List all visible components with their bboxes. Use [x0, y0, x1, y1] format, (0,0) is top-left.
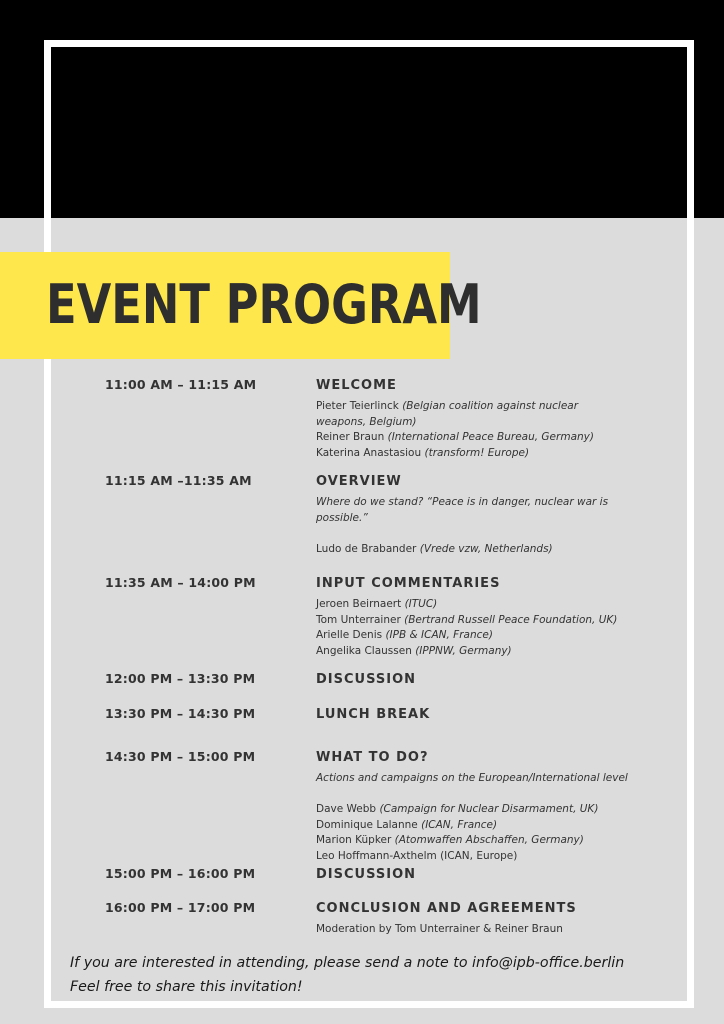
details-gap: [316, 787, 646, 803]
speaker-affiliation: (Belgian coalition against nuclear: [402, 400, 579, 412]
details-gap: [316, 526, 646, 542]
session-details: [316, 399, 646, 461]
session-details: [316, 597, 646, 659]
session-time: 11:15 AM –11:35 AM: [105, 473, 252, 488]
speaker-name: Ludo de Brabander: [316, 542, 417, 555]
session-title: WHAT TO DO?: [316, 750, 429, 765]
session-title: LUNCH BREAK: [316, 707, 431, 722]
speaker-affiliation: (Atomwaffen Abschaffen, Germany): [394, 834, 584, 846]
speaker-name: Katerina Anastasiou: [316, 446, 422, 459]
details-line: [316, 771, 646, 787]
speaker-name: Dominique Lalanne: [316, 818, 418, 831]
speaker-affiliation: (transform! Europe): [424, 446, 530, 459]
details-line: [316, 644, 646, 660]
details-line: [316, 833, 646, 849]
session-title: DISCUSSION: [316, 672, 416, 687]
session-details: [316, 771, 646, 864]
session-time: 13:30 PM – 14:30 PM: [105, 706, 256, 721]
speaker-name: Angelika Claussen: [316, 644, 412, 657]
footer-contact-line: If you are interested in attending, please send a note to info@ipb-office.berlin: [70, 955, 625, 971]
session-time: 11:00 AM – 11:15 AM: [105, 377, 257, 392]
speaker-affiliation: (ITUC): [404, 598, 438, 610]
page-title: EVENT PROGRAM: [46, 273, 482, 336]
speaker-affiliation: (IPPNW, Germany): [415, 644, 512, 657]
speaker-name: Leo Hoffmann-Axthelm (ICAN, Europe): [316, 849, 518, 862]
speaker-affiliation: (International Peace Bureau, Germany): [387, 431, 594, 443]
details-line: [316, 597, 646, 613]
footer-note: [70, 951, 624, 999]
speaker-affiliation: (Campaign for Nuclear Disarmament, UK): [379, 803, 599, 815]
speaker-affiliation: Actions and campaigns on the European/International level: [316, 772, 628, 784]
speaker-name: Dave Webb: [316, 803, 377, 815]
speaker-affiliation: (ICAN, France): [421, 818, 498, 831]
speaker-affiliation: (Bertrand Russell Peace Foundation, UK): [404, 613, 618, 626]
speaker-name: Jeroen Beirnaert: [316, 598, 402, 610]
session-time: 16:00 PM – 17:00 PM: [105, 900, 256, 915]
session-title: OVERVIEW: [316, 474, 402, 489]
session-time: 11:35 AM – 14:00 PM: [105, 575, 256, 590]
session-time: 14:30 PM – 15:00 PM: [105, 749, 256, 764]
session-time: 12:00 PM – 13:30 PM: [105, 671, 256, 686]
details-line: [316, 849, 646, 865]
details-line: [316, 495, 646, 511]
details-line: [316, 542, 646, 558]
footer-share-line: Feel free to share this invitation!: [70, 979, 303, 995]
details-line: [316, 430, 646, 446]
session-title: CONCLUSION AND AGREEMENTS: [316, 901, 577, 916]
speaker-name: Marion Küpker: [316, 834, 392, 846]
speaker-name: Pieter Teierlinck: [316, 400, 399, 412]
speaker-name: Tom Unterrainer: [316, 613, 401, 626]
details-line: [316, 511, 646, 527]
details-line: [316, 415, 646, 431]
speaker-affiliation: Where do we stand? “Peace is in danger, nuclear war is: [316, 496, 609, 508]
details-line: [316, 399, 646, 415]
session-title: INPUT COMMENTARIES: [316, 576, 501, 591]
speaker-affiliation: (IPB & ICAN, France): [385, 629, 493, 641]
session-title: DISCUSSION: [316, 867, 416, 882]
session-details: [316, 495, 646, 557]
details-line: [316, 628, 646, 644]
details-line: [316, 818, 646, 834]
speaker-name: Moderation by Tom Unterrainer & Reiner Braun: [316, 923, 563, 935]
speaker-affiliation: (Vrede vzw, Netherlands): [419, 542, 553, 555]
speaker-name: Reiner Braun: [316, 431, 385, 443]
details-line: [316, 922, 646, 938]
session-time: 15:00 PM – 16:00 PM: [105, 866, 256, 881]
speaker-affiliation: weapons, Belgium): [316, 415, 417, 428]
speaker-affiliation: possible.”: [316, 511, 368, 524]
session-details: [316, 922, 646, 938]
details-line: [316, 446, 646, 462]
details-line: [316, 613, 646, 629]
session-title: WELCOME: [316, 378, 397, 393]
speaker-name: Arielle Denis: [316, 629, 383, 641]
details-line: [316, 802, 646, 818]
